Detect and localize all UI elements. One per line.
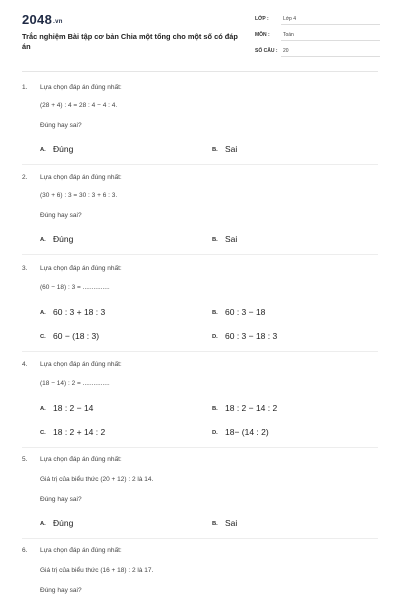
meta-label: SỐ CÂU : [255, 48, 278, 54]
question-number: 2. [22, 174, 28, 181]
meta-underline [281, 40, 380, 41]
option-letter: B. [212, 406, 218, 412]
option-text: Sai [225, 518, 238, 528]
option-text: 60 − (18 : 3) [53, 331, 100, 341]
option-text: Sai [225, 144, 238, 154]
option-d[interactable] [212, 427, 269, 437]
option-text: Sai [225, 234, 238, 244]
option-a[interactable] [40, 307, 105, 317]
option-text: 18 : 2 − 14 [53, 403, 94, 413]
meta-grade [255, 14, 380, 26]
option-letter: D. [212, 334, 218, 340]
question-prompt: Lựa chọn đáp án đúng nhất: [40, 547, 122, 554]
option-letter: A. [40, 521, 46, 527]
option-letter: A. [40, 237, 46, 243]
meta-subject [255, 30, 380, 42]
option-letter: B. [212, 521, 218, 527]
option-c[interactable] [40, 427, 105, 437]
option-letter: A. [40, 310, 46, 316]
question-statement: (30 + 6) : 3 = 30 : 3 + 6 : 3. [40, 192, 118, 199]
worksheet-title: Trắc nghiệm Bài tập cơ bản Chia một tổng cho một số có đáp án [22, 32, 238, 51]
option-letter: B. [212, 237, 218, 243]
meta-label: MÔN : [255, 32, 270, 38]
option-text: Đúng [53, 144, 74, 154]
question-number: 4. [22, 361, 28, 368]
question-ask: Đúng hay sai? [40, 212, 82, 219]
meta-value: Lớp 4 [283, 16, 297, 22]
meta-value: Toán [283, 32, 294, 38]
option-text: Đúng [53, 518, 74, 528]
question-number: 3. [22, 265, 28, 272]
option-letter: A. [40, 406, 46, 412]
option-letter: A. [40, 147, 46, 153]
option-b[interactable] [212, 144, 237, 154]
question-ask: Đúng hay sai? [40, 587, 82, 594]
question-separator [22, 254, 378, 255]
meta-underline [281, 24, 380, 25]
worksheet-header [0, 0, 400, 72]
header-divider [22, 71, 378, 72]
option-letter: B. [212, 147, 218, 153]
option-a[interactable] [40, 144, 73, 154]
option-c[interactable] [40, 331, 99, 341]
question-prompt: Lựa chọn đáp án đúng nhất: [40, 174, 122, 181]
option-text: 60 : 3 − 18 : 3 [225, 331, 278, 341]
option-letter: D. [212, 430, 218, 436]
option-text: 60 : 3 + 18 : 3 [53, 307, 106, 317]
question-number: 1. [22, 84, 28, 91]
option-b[interactable] [212, 518, 237, 528]
option-letter: B. [212, 310, 218, 316]
option-a[interactable] [40, 518, 73, 528]
question-separator [22, 447, 378, 448]
option-text: Đúng [53, 234, 74, 244]
option-letter: C. [40, 334, 46, 340]
meta-underline [281, 56, 380, 57]
option-letter: C. [40, 430, 46, 436]
question-separator [22, 538, 378, 539]
question-ask: Đúng hay sai? [40, 496, 82, 503]
meta-label: LỚP : [255, 16, 269, 22]
logo-domain: .vn [53, 19, 63, 25]
question-prompt: Lựa chọn đáp án đúng nhất: [40, 84, 122, 91]
option-text: 60 : 3 − 18 [225, 307, 266, 317]
question-number: 5. [22, 456, 28, 463]
option-b[interactable] [212, 403, 277, 413]
question-prompt: Lựa chọn đáp án đúng nhất: [40, 456, 122, 463]
question-statement: Giá trị của biểu thức (20 + 12) : 2 là 14. [40, 476, 154, 483]
option-a[interactable] [40, 234, 73, 244]
question-separator [22, 164, 378, 165]
option-b[interactable] [212, 234, 237, 244]
option-text: 18− (14 : 2) [225, 427, 269, 437]
meta-question-count [255, 46, 380, 58]
option-a[interactable] [40, 403, 93, 413]
option-d[interactable] [212, 331, 277, 341]
question-ask: Đúng hay sai? [40, 122, 82, 129]
question-number: 6. [22, 547, 28, 554]
option-b[interactable] [212, 307, 265, 317]
question-separator [22, 351, 378, 352]
logo-main: 2048 [22, 12, 53, 27]
question-statement: (28 + 4) : 4 = 28 : 4 − 4 : 4. [40, 102, 118, 109]
question-prompt: Lựa chọn đáp án đúng nhất: [40, 265, 122, 272]
question-statement: (18 − 14) : 2 = ............... [40, 380, 110, 387]
question-prompt: Lựa chọn đáp án đúng nhất: [40, 361, 122, 368]
question-statement: (60 − 18) : 3 = ............... [40, 284, 110, 291]
option-text: 18 : 2 + 14 : 2 [53, 427, 106, 437]
site-logo[interactable] [22, 12, 63, 27]
meta-value: 20 [283, 48, 289, 54]
question-statement: Giá trị của biểu thức (16 + 18) : 2 là 17. [40, 567, 154, 574]
option-text: 18 : 2 − 14 : 2 [225, 403, 278, 413]
